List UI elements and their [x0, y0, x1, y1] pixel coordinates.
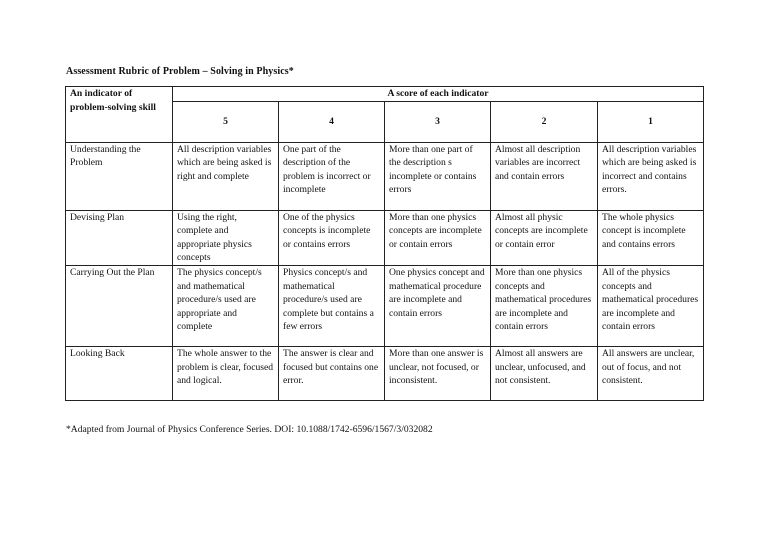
table-row [66, 265, 704, 346]
table-row [66, 346, 704, 400]
score-header-3: 3 [385, 101, 491, 142]
table-cell: All description variables which are being asked is incorrect and contains errors. [598, 142, 704, 210]
indicator-label: Looking Back [66, 346, 173, 400]
table-cell: More than one part of the description s incomplete or contains errors [385, 142, 491, 210]
table-cell: One physics concept and mathematical procedure are incomplete and contain errors [385, 265, 491, 346]
footnote: *Adapted from Journal of Physics Conference Series. DOI: 10.1088/1742-6596/1567/3/032082 [66, 424, 433, 435]
table-cell: One part of the description of the problem is incorrect or incomplete [279, 142, 385, 210]
table-cell: Physics concept/s and mathematical procedure/s used are complete but contains a few errors [279, 265, 385, 346]
table-cell: Using the right, complete and appropriate physics concepts [173, 210, 279, 265]
table-row [66, 210, 704, 265]
table-cell: Almost all answers are unclear, unfocused, and not consistent. [491, 346, 598, 400]
table-cell: More than one physics concepts and mathematical procedures are incomplete and contain errors [491, 265, 598, 346]
table-cell: The answer is clear and focused but contains one error. [279, 346, 385, 400]
rubric-table [65, 86, 704, 401]
score-header-2: 2 [491, 101, 598, 142]
score-header-5: 5 [173, 101, 279, 142]
score-header-4: 4 [279, 101, 385, 142]
table-cell: The whole answer to the problem is clear, focused and logical. [173, 346, 279, 400]
table-cell: More than one answer is unclear, not focused, or inconsistent. [385, 346, 491, 400]
table-cell: The physics concept/s and mathematical procedure/s used are appropriate and complete [173, 265, 279, 346]
document-title: Assessment Rubric of Problem – Solving in Physics* [66, 66, 294, 77]
table-cell: All description variables which are being asked is right and complete [173, 142, 279, 210]
table-cell: Almost all description variables are incorrect and contain errors [491, 142, 598, 210]
indicator-label: Understanding the Problem [66, 142, 173, 210]
table-row [66, 142, 704, 210]
table-cell: One of the physics concepts is incomplete or contains errors [279, 210, 385, 265]
table-cell: All of the physics concepts and mathematical procedures are incomplete and contain errors [598, 265, 704, 346]
indicator-column-header: An indicator of problem-solving skill [66, 87, 173, 143]
score-group-header: A score of each indicator [173, 87, 704, 102]
table-cell: All answers are unclear, out of focus, and not consistent. [598, 346, 704, 400]
indicator-label: Devising Plan [66, 210, 173, 265]
table-header-row [66, 87, 704, 102]
score-header-1: 1 [598, 101, 704, 142]
table-cell: The whole physics concept is incomplete and contains errors [598, 210, 704, 265]
table-cell: Almost all physic concepts are incomplete or contain error [491, 210, 598, 265]
indicator-label: Carrying Out the Plan [66, 265, 173, 346]
table-cell: More than one physics concepts are incomplete or contain errors [385, 210, 491, 265]
